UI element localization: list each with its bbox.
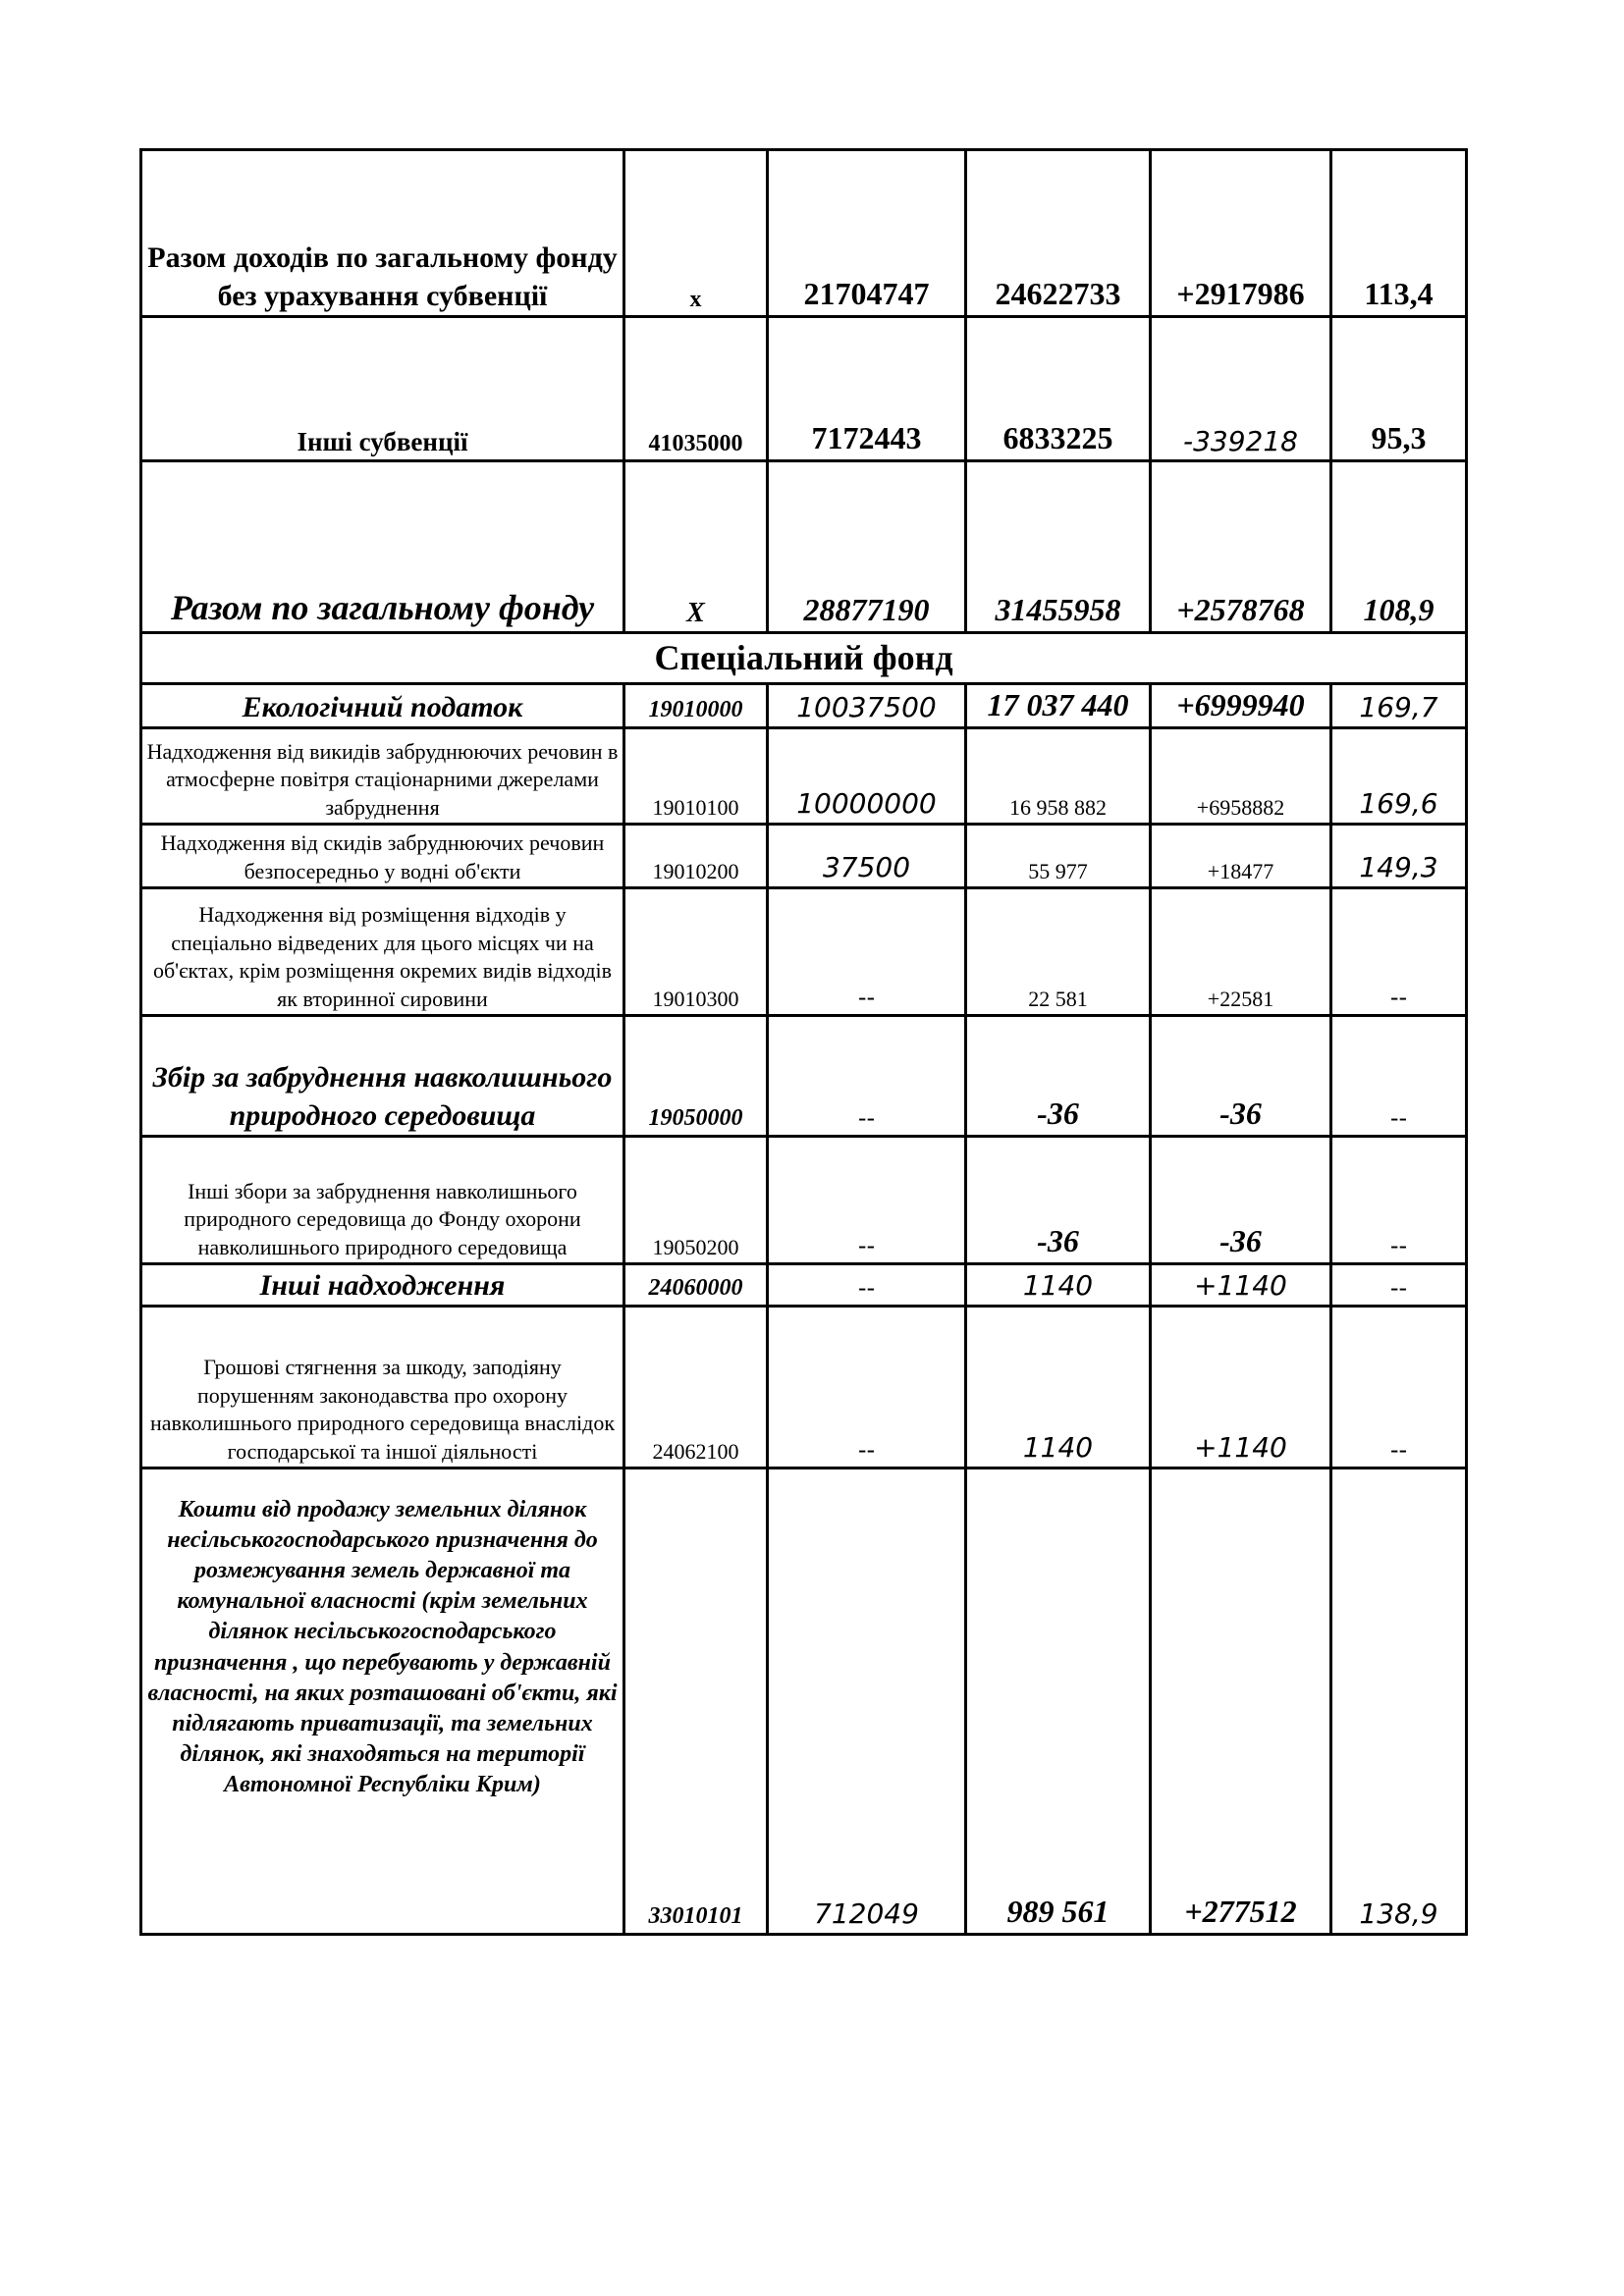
row-name: Грошові стягнення за шкоду, заподіяну порушенням законодавства про охорону навколишнього природного середовища внаслідок господарської та іншої діяльності — [141, 1306, 624, 1468]
row-deviation: +1140 — [1151, 1306, 1331, 1468]
row-percent: 149,3 — [1331, 824, 1467, 887]
row-code: 19010300 — [624, 887, 768, 1015]
row-percent: -- — [1331, 1263, 1467, 1306]
row-plan: -- — [768, 1015, 966, 1136]
row-percent: -- — [1331, 1015, 1467, 1136]
row-percent: 169,7 — [1331, 684, 1467, 728]
row-code: 41035000 — [624, 317, 768, 461]
table-row — [141, 150, 1467, 317]
row-fact: 16 958 882 — [966, 727, 1151, 824]
row-deviation: -36 — [1151, 1015, 1331, 1136]
table-row — [141, 1263, 1467, 1306]
row-deviation: +22581 — [1151, 887, 1331, 1015]
table-row — [141, 1306, 1467, 1468]
row-percent: 95,3 — [1331, 317, 1467, 461]
row-name: Інші надходження — [141, 1263, 624, 1306]
row-name: Надходження від розміщення відходів у спеціально відведених для цього місцях чи на об'єктах, крім розміщення окремих видів відходів як вторинної сировини — [141, 887, 624, 1015]
row-name: Екологічний податок — [141, 684, 624, 728]
row-name: Надходження від скидів забруднюючих речовин безпосередньо у водні об'єкти — [141, 824, 624, 887]
table-row — [141, 887, 1467, 1015]
row-percent: 108,9 — [1331, 461, 1467, 633]
row-code: 19010100 — [624, 727, 768, 824]
row-deviation: +2917986 — [1151, 150, 1331, 317]
row-fact: 989 561 — [966, 1468, 1151, 1934]
row-name: Разом доходів по загальному фонду без урахування субвенції — [141, 150, 624, 317]
row-plan: 10037500 — [768, 684, 966, 728]
row-deviation: +18477 — [1151, 824, 1331, 887]
row-code: 19010000 — [624, 684, 768, 728]
row-fact: 1140 — [966, 1306, 1151, 1468]
row-fact: 17 037 440 — [966, 684, 1151, 728]
row-percent: -- — [1331, 887, 1467, 1015]
table-row — [141, 1136, 1467, 1263]
row-code: 19010200 — [624, 824, 768, 887]
row-name: Надходження від викидів забруднюючих речовин в атмосферне повітря стаціонарними джерелами забруднення — [141, 727, 624, 824]
row-name: Збір за забруднення навколишнього природного середовища — [141, 1015, 624, 1136]
row-percent: 169,6 — [1331, 727, 1467, 824]
table-row — [141, 727, 1467, 824]
row-fact: 22 581 — [966, 887, 1151, 1015]
row-plan: 712049 — [768, 1468, 966, 1934]
row-name: Разом по загальному фонду — [141, 461, 624, 633]
row-code: х — [624, 150, 768, 317]
table-row — [141, 824, 1467, 887]
row-plan: 10000000 — [768, 727, 966, 824]
row-fact: 6833225 — [966, 317, 1151, 461]
table-row — [141, 684, 1467, 728]
row-code: 33010101 — [624, 1468, 768, 1934]
row-code: 24060000 — [624, 1263, 768, 1306]
budget-table — [139, 148, 1468, 1936]
row-deviation: -36 — [1151, 1136, 1331, 1263]
row-code: Х — [624, 461, 768, 633]
row-plan: 21704747 — [768, 150, 966, 317]
row-percent: 138,9 — [1331, 1468, 1467, 1934]
table-row — [141, 1015, 1467, 1136]
row-plan: 37500 — [768, 824, 966, 887]
table-row — [141, 461, 1467, 633]
row-fact: 31455958 — [966, 461, 1151, 633]
row-code: 19050200 — [624, 1136, 768, 1263]
row-fact: 55 977 — [966, 824, 1151, 887]
row-fact: -36 — [966, 1015, 1151, 1136]
row-plan: -- — [768, 1263, 966, 1306]
row-plan: -- — [768, 1136, 966, 1263]
row-percent: 113,4 — [1331, 150, 1467, 317]
row-code: 19050000 — [624, 1015, 768, 1136]
row-name: Кошти від продажу земельних ділянок несільськогосподарського призначення до розмежування земель державної та комунальної власності (крім земельних ділянок несільськогосподарського призначення , що перебувають у державній власності, на яких розташовані об'єкти, які підлягають приватизації, та земельних ділянок, які знаходяться на території Автономної Республіки Крим) — [141, 1468, 624, 1934]
row-deviation: -339218 — [1151, 317, 1331, 461]
row-name: Інші субвенції — [141, 317, 624, 461]
row-code: 24062100 — [624, 1306, 768, 1468]
row-plan: -- — [768, 887, 966, 1015]
row-fact: 1140 — [966, 1263, 1151, 1306]
row-deviation: +6958882 — [1151, 727, 1331, 824]
row-fact: 24622733 — [966, 150, 1151, 317]
row-plan: 28877190 — [768, 461, 966, 633]
row-percent: -- — [1331, 1306, 1467, 1468]
row-percent: -- — [1331, 1136, 1467, 1263]
section-title: Спеціальний фонд — [141, 633, 1467, 684]
table-row — [141, 317, 1467, 461]
row-fact: -36 — [966, 1136, 1151, 1263]
section-row — [141, 633, 1467, 684]
row-deviation: +6999940 — [1151, 684, 1331, 728]
row-plan: 7172443 — [768, 317, 966, 461]
row-name: Інші збори за забруднення навколишнього природного середовища до Фонду охорони навколишнього природного середовища — [141, 1136, 624, 1263]
row-deviation: +277512 — [1151, 1468, 1331, 1934]
row-deviation: +2578768 — [1151, 461, 1331, 633]
table-row — [141, 1468, 1467, 1934]
row-plan: -- — [768, 1306, 966, 1468]
row-deviation: +1140 — [1151, 1263, 1331, 1306]
